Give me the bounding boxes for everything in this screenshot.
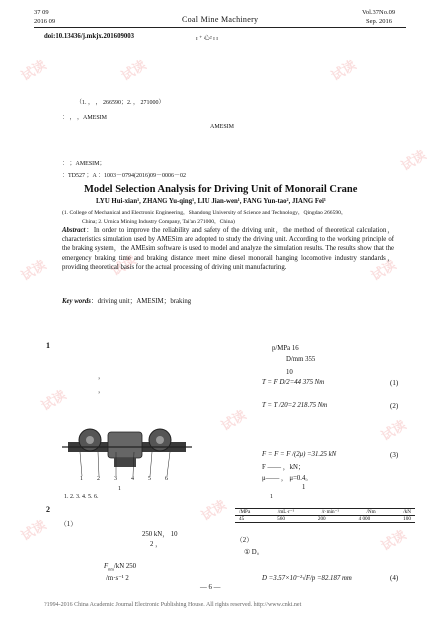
doi: doi:10.13436/j.mkjx.201609003 <box>44 33 135 40</box>
affiliation-line-1: (1. College of Mechanical and Electronic Engineering，Shandong University of Science and Technology，Qingdao 266590， <box>62 210 347 216</box>
table-cell-0: 45 <box>239 516 245 522</box>
left-force-line <box>104 563 136 571</box>
figure-part-number-1: 1 <box>80 476 83 482</box>
figure-motor <box>108 432 142 458</box>
equation-4: D =3.57×10⁻²√F/p =82.187 mm <box>262 575 352 582</box>
journal-title: Coal Mine Machinery <box>182 15 259 24</box>
subsection-2-2-1: ① D。 <box>244 549 264 556</box>
figure-hub-right <box>156 436 164 444</box>
force-unit-value: /kN 250 <box>113 563 137 570</box>
table-header-cell-1: /mL·r⁻¹ <box>277 509 295 515</box>
cn-abstract-line-1: ： ， ，AMESIM <box>62 115 108 121</box>
header-date: Sep. 2016 <box>366 18 392 25</box>
figure-leader-line <box>167 452 170 476</box>
abstract-text: ：In order to improve the reliability and safety of the driving unit，the method of theoretical calculation，characteristics simulation used by AMESim are adopted to study the driving unit. According to the working principle of the braking system，the AMEsim software is used to model and analyze the simulation results. The results show that the emergency braking time and braking distance meet mine diesel monorail hanging locomotive industry standards，providing theoretical basis for the actual processing of driving unit manufacturing. <box>62 227 394 271</box>
header-vol-no: Vol.37No.09 <box>362 9 396 16</box>
section-1-heading: 1 <box>46 341 50 350</box>
watermark-text: 试读 <box>119 57 150 85</box>
keywords-label: Key words <box>62 298 91 305</box>
english-title: Model Selection Analysis for Driving Unit of Monorail Crane <box>84 184 358 195</box>
watermark-text: 试读 <box>199 497 230 525</box>
force-subscript: nm <box>108 566 114 572</box>
keywords-text: ：driving unit；AMESIM；braking <box>90 298 192 305</box>
keywords <box>62 295 191 305</box>
subsection-2-2: （2） <box>236 537 253 544</box>
figure-legend: 1. 2. 3. 4. 5. 6. <box>64 494 99 500</box>
figure-caption: 1 <box>118 486 121 492</box>
left-value-line: 250 kN， 10 <box>142 531 178 538</box>
figure-leader-line <box>150 452 152 476</box>
subsection-2-1: （1） <box>60 521 77 528</box>
left-text-1: ， <box>98 373 105 380</box>
table-cell-1: 560 <box>277 516 285 522</box>
right-pressure-line: p/MPa 16 <box>272 345 299 352</box>
header-year: 2016 09 <box>34 18 56 25</box>
right-ten: 10 <box>286 369 293 376</box>
table-cell-2: 200 <box>317 516 326 522</box>
authors: LYU Hui-xian¹, ZHANG Yu-qing¹, LIU Jian-wen¹, FANG Yun-tao², JIANG Fei¹ <box>96 198 326 205</box>
publisher-footer: ?1994-2016 China Academic Journal Electronic Publishing House. All rights reserved. http://www.cnki.net <box>44 602 302 608</box>
watermark-text: 试读 <box>19 257 50 285</box>
figure-part-number-5: 5 <box>148 476 151 482</box>
equation-2-number: (2) <box>390 402 399 410</box>
right-one: 1 <box>302 484 306 491</box>
force-symbol: F <box>104 563 109 570</box>
table-bottom-rule <box>235 522 415 523</box>
table-header-cell-4: /kN <box>403 509 411 515</box>
equation-1-number: (1) <box>390 379 399 387</box>
left-value-line-2: 2 ， <box>150 541 162 548</box>
watermark-text: 试读 <box>329 57 360 85</box>
header-volume: 37 09 <box>34 9 49 16</box>
doi-tail: ɪ ⁺ 心² ɪ ɪ <box>196 36 218 42</box>
abstract <box>62 226 394 272</box>
header-rule <box>34 27 406 28</box>
figure-part-number-4: 4 <box>131 476 134 482</box>
affiliation-line-2: China; 2. Urnica Mining Industry Company, Tai'an 271000，China) <box>82 219 235 225</box>
table-cell-3: 4 000 <box>358 516 371 522</box>
watermark-text: 试读 <box>219 407 250 435</box>
right-mu-line: μ—— ， μ=0.4。 <box>262 475 313 482</box>
figure-part-numbers <box>62 476 192 484</box>
right-diameter-line: D/mm 355 <box>286 356 316 363</box>
watermark-text: 试读 <box>39 387 70 415</box>
figure-part-number-3: 3 <box>114 476 117 482</box>
figure-bracket <box>114 458 136 467</box>
cn-abstract-line-2: AMESIM <box>210 124 235 130</box>
equation-2: T = T /20=2 218.75 Nm <box>262 402 328 409</box>
page-number: — 6 — <box>200 584 221 591</box>
equation-3: F = F = F /(2μ) =31.25 kN <box>262 451 337 458</box>
watermark-text: 试读 <box>109 252 140 280</box>
section-2-heading: 2 <box>46 505 50 514</box>
parameter-table <box>235 508 415 523</box>
watermark-text: 试读 <box>369 257 400 285</box>
table-header-cell-3: /Nm <box>366 509 376 515</box>
watermark-text: 试读 <box>399 147 430 175</box>
cn-keywords: ： ；AMESIM； <box>62 161 106 167</box>
watermark-text: 试读 <box>379 417 410 445</box>
table-header-cell-2: /r·min⁻¹ <box>321 509 339 515</box>
cn-classification: ：TD527 ；A ：1003－0794(2016)09－0006－02 <box>62 173 186 179</box>
table-title: 1 <box>270 494 273 500</box>
table-header-cell-0: /MPa <box>239 509 251 515</box>
figure-part-number-2: 2 <box>97 476 100 482</box>
figure-part-number-6: 6 <box>165 476 168 482</box>
figure-leader-line <box>80 452 82 476</box>
figure-hub-left <box>86 436 94 444</box>
left-speed-line: /m·s⁻¹ 2 <box>106 575 129 582</box>
cn-affiliation: （1. ， ， 266590；2. ， 271000） <box>76 100 165 106</box>
watermark-text: 试读 <box>19 57 50 85</box>
figure-leader-line <box>98 452 99 476</box>
driving-unit-figure <box>62 418 192 480</box>
equation-1: T = F D/2=44 375 Nm <box>262 379 325 386</box>
left-text-2: ， <box>98 387 105 394</box>
equation-3-number: (3) <box>390 451 399 459</box>
table-cell-4: 100 <box>403 516 411 522</box>
watermark-text: 试读 <box>19 517 50 545</box>
equation-4-number: (4) <box>390 574 399 582</box>
watermark-text: 试读 <box>379 527 410 555</box>
abstract-label: Abstract <box>62 227 86 234</box>
right-fc-line: F —— ，kN； <box>262 464 305 471</box>
